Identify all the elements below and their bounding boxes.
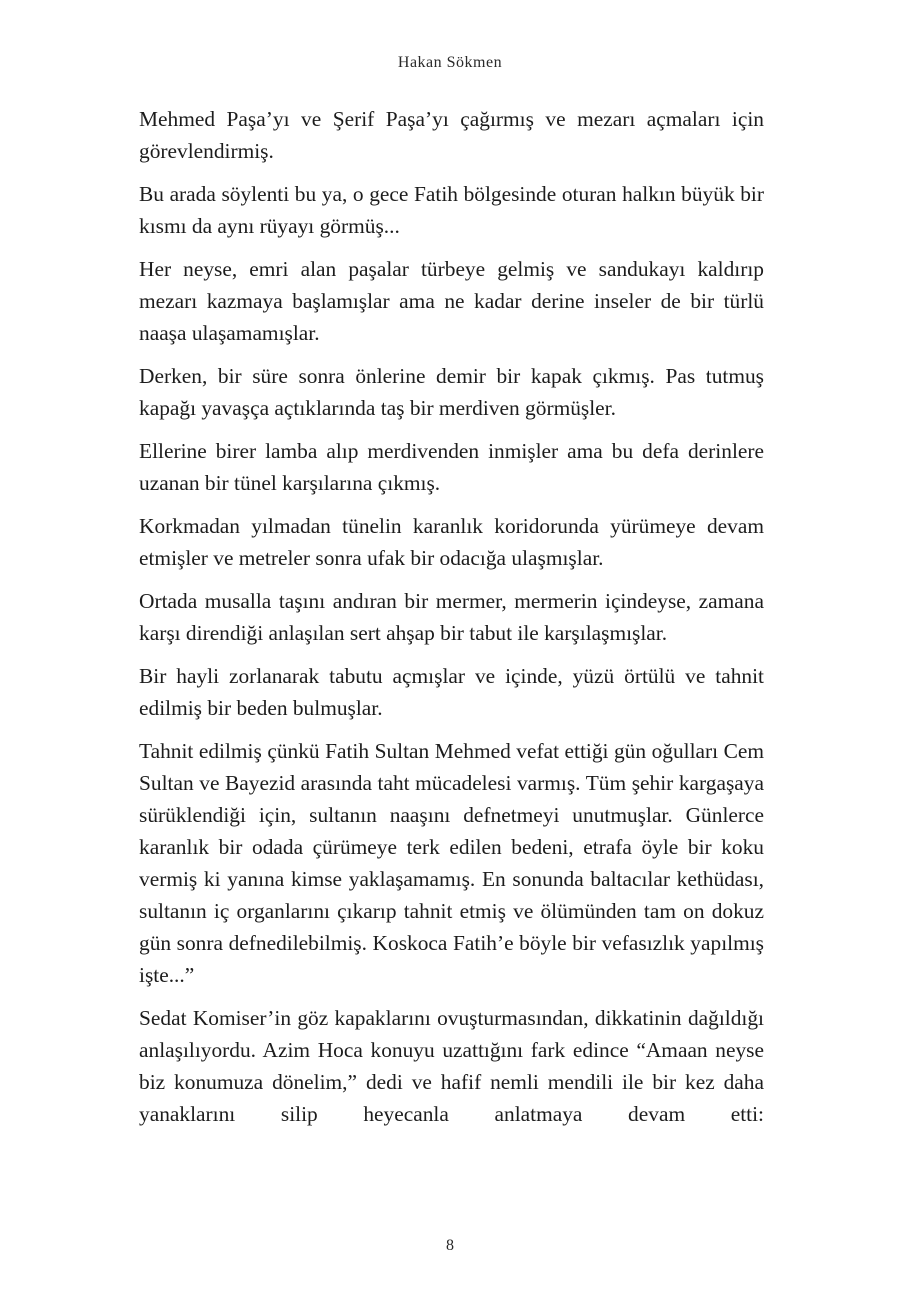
paragraph: Korkmadan yılmadan tünelin karanlık koridorunda yürümeye devam etmişler ve metreler sonra ufak bir odacığa ulaşmışlar. [139, 514, 764, 570]
paragraph: Bu arada söylenti bu ya, o gece Fatih bölgesinde oturan halkın büyük bir kısmı da aynı rüyayı görmüş... [139, 182, 764, 238]
paragraph: Tahnit edilmiş çünkü Fatih Sultan Mehmed vefat ettiği gün oğulları Cem Sultan ve Bayezid arasında taht mücadelesi varmış. Tüm şehir kargaşaya sürüklendiği için, sultanın naaşını defnetmeyi unutmuşlar. Günlerce karanlık bir odada çürümeye terk edilen bedeni, etrafa öyle bir koku vermiş ki yanına kimse yaklaşamamış. En sonunda baltacılar kethüdası, sultanın iç organlarını çıkarıp tahnit etmiş ve ölümünden tam on dokuz gün sonra defnedilebilmiş. Koskoca Fatih’e böyle bir vefasızlık yapılmış işte...” [139, 739, 764, 987]
body-text [139, 103, 764, 1141]
paragraph: Derken, bir süre sonra önlerine demir bir kapak çıkmış. Pas tutmuş kapağı yavaşça açtıklarında taş bir merdiven görmüşler. [139, 364, 764, 420]
paragraph: Her neyse, emri alan paşalar türbeye gelmiş ve sandukayı kaldırıp mezarı kazmaya başlamışlar ama ne kadar derine inseler de bir türlü naaşa ulaşamamışlar. [139, 257, 764, 345]
page-number: 8 [446, 1237, 454, 1254]
paragraph: Mehmed Paşa’yı ve Şerif Paşa’yı çağırmış ve mezarı açmaları için görevlendirmiş. [139, 107, 764, 163]
paragraph: Ortada musalla taşını andıran bir mermer, mermerin içindeyse, zamana karşı direndiği anlaşılan sert ahşap bir tabut ile karşılaşmışlar. [139, 589, 764, 645]
paragraph: Bir hayli zorlanarak tabutu açmışlar ve içinde, yüzü örtülü ve tahnit edilmiş bir beden bulmuşlar. [139, 664, 764, 720]
paragraph: Sedat Komiser’in göz kapaklarını ovuşturmasından, dikkatinin dağıldığı anlaşılıyordu. Azim Hoca konuyu uzattığını fark edince “Amaan neyse biz konumuza dönelim,” dedi ve hafif nemli mendili ile bir kez daha yanaklarını silip heyecanla anlatmaya devam etti: [139, 1006, 764, 1126]
paragraph: Ellerine birer lamba alıp merdivenden inmişler ama bu defa derinlere uzanan bir tünel karşılarına çıkmış. [139, 439, 764, 495]
running-head-author: Hakan Sökmen [397, 54, 503, 71]
